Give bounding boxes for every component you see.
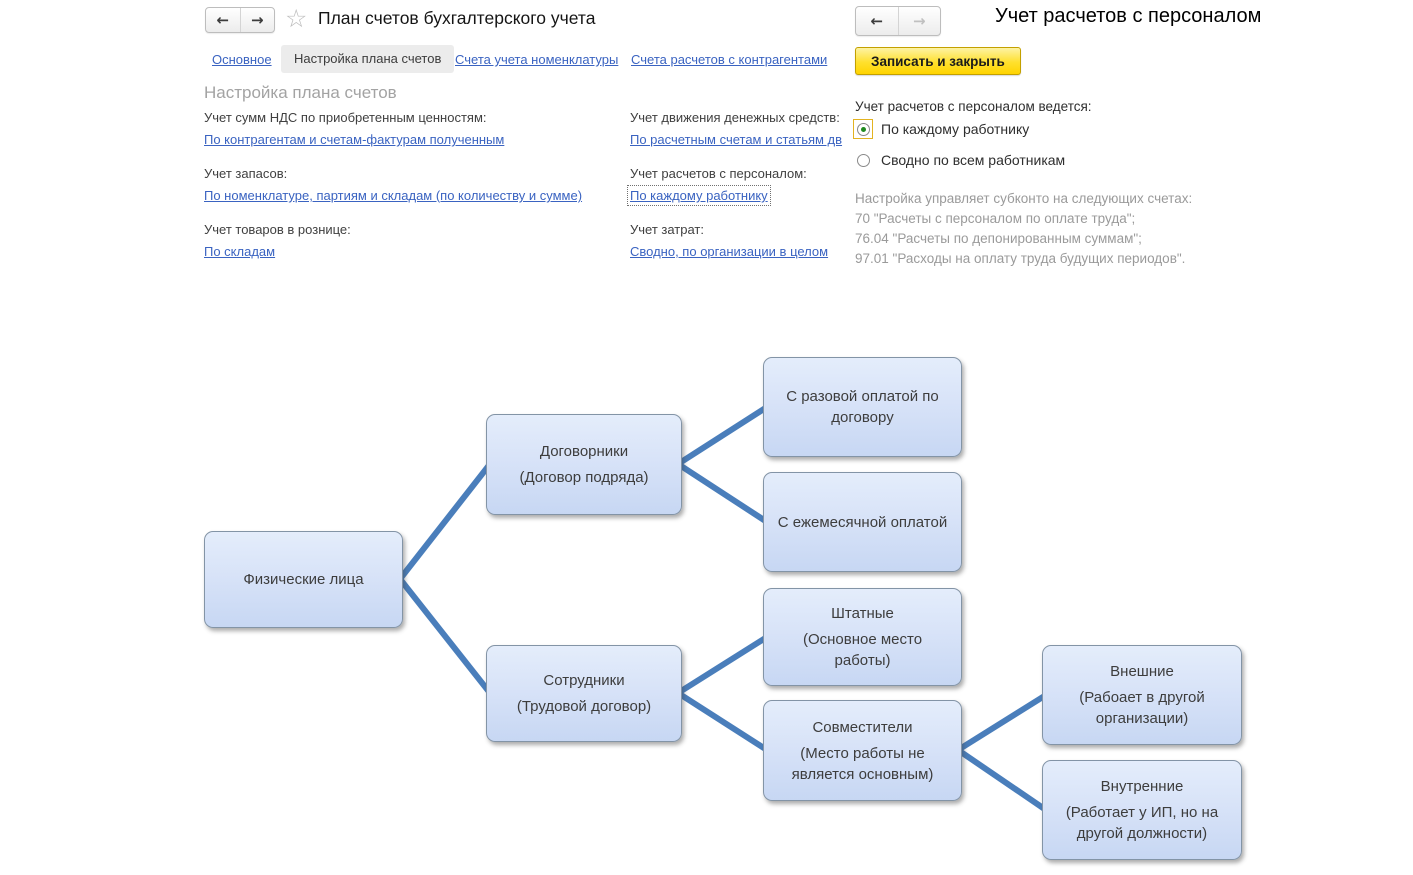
forward-button[interactable]: →: [898, 7, 941, 35]
tab-scheta-ucheta-nomenklatury[interactable]: Счета учета номенклатуры: [455, 52, 619, 67]
section-title: Настройка плана счетов: [204, 83, 397, 102]
tab-nastroika-plana-schetov[interactable]: Настройка плана счетов: [281, 45, 454, 73]
node-title: Внутренние: [1100, 778, 1184, 795]
diagram-node-ezhemesyachnaya-oplata: [763, 472, 962, 572]
label-roznica: Учет товаров в рознице:: [204, 222, 351, 237]
node-subtitle: (Рабоает в другой организации): [1079, 689, 1205, 727]
label-zatraty: Учет затрат:: [630, 222, 704, 237]
node-title: Штатные: [831, 605, 894, 622]
note-line: Настройка управляет субконто на следующих счетах:: [855, 191, 1193, 206]
node-title: Физические лица: [243, 571, 364, 588]
note-line: 70 "Расчеты с персоналом по оплате труда";: [855, 211, 1136, 226]
label-raschety-s-personalom: Учет расчетов с персоналом:: [630, 166, 807, 181]
link-zatraty-setting[interactable]: Сводно, по организации в целом: [630, 244, 829, 259]
node-title: Сотрудники: [543, 672, 625, 689]
node-subtitle: (Договор подряда): [519, 469, 649, 486]
tab-osnovnoe[interactable]: Основное: [212, 52, 272, 67]
note-line: 97.01 "Расходы на оплату труда будущих периодов".: [855, 251, 1186, 266]
forward-button[interactable]: →: [240, 8, 275, 32]
favorite-star-icon[interactable]: ☆: [285, 4, 308, 33]
diagram-node-razovaya-oplata: [763, 357, 962, 457]
diagram-node-vneshnie: [1042, 645, 1242, 745]
link-roznica-setting[interactable]: По складам: [204, 244, 276, 259]
node-title: С разовой оплатой по договору: [786, 388, 939, 426]
back-button[interactable]: ←: [856, 7, 898, 35]
dialog-title-personnel-settlements: Учет расчетов с персоналом: [995, 5, 1262, 27]
link-denezhnye-sredstva-setting[interactable]: По расчетным счетам и статьям дв: [630, 132, 843, 147]
tab-scheta-raschetov-s-kontragentami[interactable]: Счета расчетов с контрагентами: [631, 52, 828, 67]
radio-label: Сводно по всем работникам: [881, 152, 1066, 168]
label-zapasy: Учет запасов:: [204, 166, 288, 181]
node-subtitle: (Работает у ИП, но на другой должности): [1065, 804, 1219, 842]
radio-label: По каждому работнику: [881, 121, 1030, 137]
node-title: Совместители: [812, 718, 913, 736]
node-title: С ежемесячной оплатой: [777, 513, 948, 531]
back-button[interactable]: ←: [206, 8, 240, 32]
note-line: 76.04 "Расчеты по депонированным суммам";: [855, 231, 1142, 246]
link-nds-setting[interactable]: По контрагентам и счетам-фактурам полученным: [204, 132, 505, 147]
diagram-node-sovmestiteli: [763, 700, 962, 801]
label-nds: Учет сумм НДС по приобретенным ценностям:: [204, 110, 487, 125]
diagram-node-vnutrennie: [1042, 760, 1242, 860]
node-title: Договорники: [539, 443, 629, 460]
label-denezhnye-sredstva: Учет движения денежных средств:: [630, 110, 840, 125]
radio-group-caption: Учет расчетов с персоналом ведется:: [855, 99, 1092, 114]
link-zapasy-setting[interactable]: По номенклатуре, партиям и складам (по количеству и сумме): [204, 188, 583, 203]
diagram-node-shtatnye: [763, 588, 962, 686]
save-and-close-button[interactable]: Записать и закрыть: [855, 47, 1021, 75]
diagram-node-sotrudniki: [486, 645, 682, 742]
link-raschety-s-personalom-setting[interactable]: По каждому работнику: [630, 188, 768, 203]
node-subtitle: (Место работы не является основным): [791, 744, 934, 783]
node-subtitle: (Трудовой договор): [516, 698, 652, 715]
diagram-node-fiz-lica: [204, 531, 403, 628]
page-title-chart-of-accounts: План счетов бухгалтерского учета: [318, 8, 596, 28]
node-title: Внешние: [1110, 663, 1174, 680]
node-subtitle: (Основное место работы): [802, 631, 923, 669]
diagram-node-dogovorniki: [486, 414, 682, 515]
